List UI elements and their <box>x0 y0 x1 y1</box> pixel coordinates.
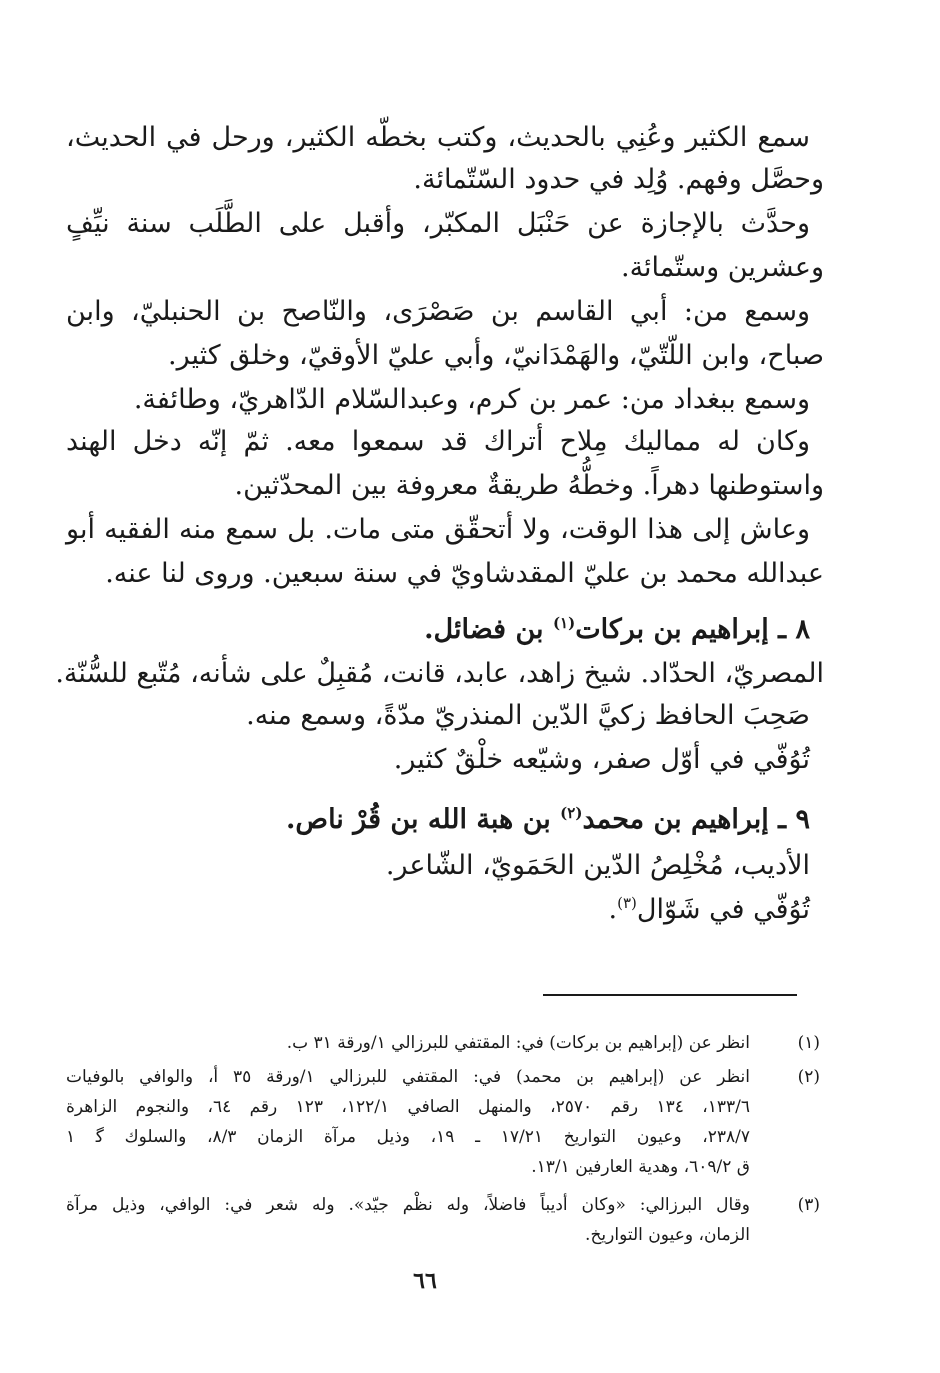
entry-9-heading <box>286 800 810 840</box>
body-line-11: عبدالله محمد بن عليّ المقدشاويّ في سنة سبعين. وروى لنا عنه. <box>105 558 824 589</box>
footnote-3-line-2: الزمان، وعيون التواريخ. <box>585 1225 750 1245</box>
body-line-10: وعاش إلى هذا الوقت، ولا أتحقّق متى مات. بل سمع منه الفقيه أبو <box>66 514 810 545</box>
footnote-2-line-2: ١٣٣/٦، ١٣٤ رقم ٢٥٧٠، والمنهل الصافي ١٢٢/١، ١٢٣ رقم ٦٤، والنجوم الزاهرة <box>66 1097 750 1117</box>
entry-9-heading-name: ٩ ـ إبراهيم بن محمد <box>582 804 810 835</box>
entry-8-heading <box>424 610 810 650</box>
body-line-6: صباح، وابن اللّتّيّ، والهَمْدَانيّ، وأبي عليّ الأوقيّ، وخلق كثير. <box>168 340 824 371</box>
footnote-3-number: (٣) <box>797 1195 820 1215</box>
entry-8-line-2: صَحِبَ الحافظ زكيَّ الدّين المنذريّ مدّةً، وسمع منه. <box>246 700 810 731</box>
footnote-ref-3: (٣) <box>617 894 637 912</box>
entry-9-line-2 <box>608 890 810 930</box>
footnote-1-number: (١) <box>797 1033 820 1053</box>
body-line-4: وعشرين وستّمائة. <box>620 252 824 283</box>
footnote-separator <box>543 994 797 996</box>
entry-9-line-1: الأديب، مُخْلِصُ الدّين الحَمَويّ، الشّاعر. <box>385 850 810 881</box>
entry-8-line-3: تُوُفّي في أوّل صفر، وشيّعه خلْقٌ كثير. <box>393 744 810 775</box>
body-line-1: سمع الكثير وعُنِي بالحديث، وكتب بخطّه الكثير، ورحل في الحديث، <box>66 122 810 153</box>
footnote-ref-2: (٢) <box>560 804 583 822</box>
page-number: ٦٦ <box>413 1268 437 1294</box>
footnote-2-line-3: ٢٣٨/٧، وعيون التواريخ ١٧/٢١ ـ ١٩، وذيل مرآة الزمان ٨/٣، والسلوك ﮔ ١ <box>66 1127 750 1147</box>
entry-9-line-2-end: . <box>608 894 618 925</box>
body-line-9: واستوطنها دهراً. وخطُّهُ طريقةٌ معروفة بين المحدّثين. <box>234 470 824 501</box>
footnote-2-number: (٢) <box>797 1067 820 1087</box>
footnote-2-line-1: انظر عن (إبراهيم بن محمد) في: المقتفي للبرزالي ١/ورقة ٣٥ أ، والوافي بالوفيات <box>66 1067 750 1087</box>
body-line-3: وحدَّث بالإجازة عن حَنْبَل المكبّر، وأقبل على الطَّلَب سنة نيِّفٍ <box>66 208 810 239</box>
entry-8-line-1: المصريّ، الحدّاد. شيخ زاهد، عابد، قانت، مُقبِلٌ على شأنه، مُتّبع للسُّنّة. <box>55 658 824 689</box>
body-line-7: وسمع ببغداد من: عمر بن كرم، وعبدالسّلام الدّاهريّ، وطائفة. <box>133 384 810 415</box>
footnote-ref-1: (١) <box>552 614 576 632</box>
entry-9-heading-rest: بن هبة الله بن قُرْ ناص. <box>286 804 561 835</box>
entry-8-heading-name: ٨ ـ إبراهيم بن بركات <box>575 614 810 645</box>
entry-9-line-2-text: تُوُفّي في شَوّال <box>636 894 810 925</box>
entry-8-heading-rest: بن فضائل. <box>424 614 553 645</box>
body-line-8: وكان له مماليك مِلاح أتراك قد سمعوا معه. ثمّ إنّه دخل الهند <box>66 426 810 457</box>
body-line-2: وحصَّل وفهم. وُلِد في حدود السّتّمائة. <box>413 164 824 195</box>
footnote-1-text: انظر عن (إبراهيم بن بركات) في: المقتفي للبرزالي ١/ورقة ٣١ ب. <box>286 1033 750 1053</box>
footnote-2-line-4: ق ٦٠٩/٢، وهدية العارفين ١٣/١. <box>531 1157 750 1177</box>
body-line-5: وسمع من: أبي القاسم بن صَصْرَى، والنّاصح بن الحنبليّ، وابن <box>66 296 810 327</box>
footnote-3-line-1: وقال البرزالي: «وكان أديباً فاضلاً، وله نظْم جيّد». وله شعر في: الوافي، وذيل مرآة <box>66 1195 750 1215</box>
